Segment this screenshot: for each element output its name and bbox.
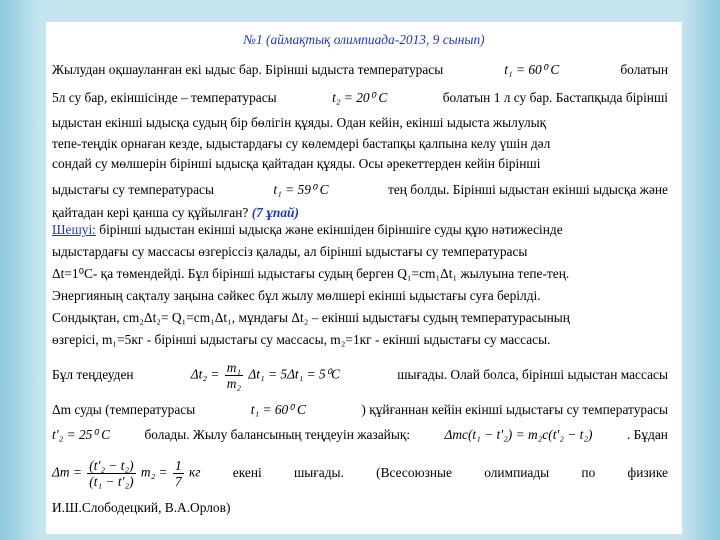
solution-line-2: ыдыстардағы су массасы өзгеріссіз қалады, ал бірінші ыдыстағы су температурасы: [52, 244, 528, 259]
solution-line-3: Δt=1⁰С- қа төмендейді. Бұл бірінші ыдыстағы судың берген Q₁=cm₁Δt₁ жылуына тепе-тең.: [52, 266, 570, 281]
problem-line-1: [52, 62, 668, 78]
formula-t2: t₂ = 20⁰ C: [332, 90, 388, 105]
solution-line-10: [52, 452, 668, 494]
formula-dm: [52, 458, 201, 489]
solution-line-7: [52, 355, 668, 395]
denominator: (t₁ − t'₂): [89, 473, 134, 489]
text: ыдыстағы су температурасы: [52, 182, 214, 197]
formula-part: Δm =: [52, 464, 82, 480]
fraction-one-seventh: [173, 458, 184, 489]
text: физике: [627, 465, 668, 480]
text: по: [581, 465, 596, 480]
text: тең болды. Бірінші ыдыстан екінші ыдысқа және: [387, 182, 668, 197]
solution-line-9: [52, 427, 668, 443]
problem-line-7: [52, 205, 668, 221]
text: (Всесоюзные: [376, 465, 452, 480]
problem-line-3: ыдыстан екінші ыдысқа судың бір бөлігін құяды. Одан кейін, екінші ыдыста жылулық: [52, 115, 547, 130]
text: . Бұдан: [626, 427, 668, 442]
solution-line-11: И.Ш.Слободецкий, В.А.Орлов): [52, 500, 231, 515]
numerator: m₁: [226, 359, 242, 375]
solution-line-6: өзгерісі, m₁=5кг - бірінші ыдыстағы су массасы, m₂=1кг - екінші ыдыстағы су массасы.: [52, 332, 551, 347]
problem-line-2: [52, 90, 668, 106]
numerator: (t'₂ − t₂): [89, 457, 134, 473]
text: Жылудан оқшауланған екі ыдыс бар. Бірінші ыдыста температурасы: [52, 62, 444, 77]
text: олимпиады: [484, 465, 550, 480]
formula-part: кг: [189, 464, 201, 480]
solution-line-4: Энергияның сақталу заңына сәйкес бұл жылу мөлшері екінші ыдыстағы суға берілді.: [52, 288, 541, 303]
problem-line-5: сондай су мөлшерін бірінші ыдысқа қайтадан құяды. Осы әрекеттерден кейін бірінші: [52, 156, 541, 171]
numerator: 1: [174, 457, 182, 473]
fraction-m1-m2: [225, 360, 243, 391]
text: Бұл теңдеуден: [52, 367, 134, 382]
problem-line-4: тепе-теңдік орнаған кезде, ыдыстардағы су көлемдері бастапқы қалпына келу үшін дәл: [52, 136, 551, 151]
formula-dt2: [191, 360, 340, 391]
text: болатын 1 л су бар. Бастапқыда бірінші: [442, 90, 668, 105]
text: 5л су бар, екіншісінде – температурасы: [52, 90, 277, 105]
slide: [46, 22, 682, 534]
text: бірінші ыдыстан екінші ыдысқа және екіншіден біріншіге суды құю нәтижесінде: [99, 222, 563, 237]
text: Δm суды (температурасы: [52, 402, 196, 417]
text: екені: [232, 465, 262, 480]
formula-part: Δt₁ = 5Δt₁ = 5⁰C: [248, 366, 341, 382]
denominator: 7: [174, 473, 182, 489]
formula-t1-final: t₁ = 59⁰ C: [273, 182, 329, 197]
formula-t2-prime: t'₂ = 25⁰ C: [52, 427, 111, 442]
text: болатын: [620, 62, 668, 77]
formula-heat-balance: Δmc(t₁ − t'₂) = m₂c(t'₂ − t₂): [444, 427, 593, 442]
solution-line-1: [52, 222, 668, 238]
formula-part: Δt₂ =: [190, 366, 220, 382]
problem-line-6: [52, 182, 668, 198]
formula-part: m₂ =: [140, 464, 168, 480]
text: шығады.: [294, 465, 344, 480]
text: шығады. Олай болса, бірінші ыдыстан массасы: [397, 367, 668, 382]
solution-line-8: [52, 402, 668, 418]
solution-line-5: Сондықтан, cm₂Δt₂= Q₁=cm₁Δt₁, мұндағы Δt₂ – екінші ыдыстағы судың температурасының: [52, 310, 570, 325]
question: қайтадан кері қанша су құйылған?: [52, 205, 249, 220]
fraction-temps: [87, 458, 135, 489]
page-title: №1 (аймақтық олимпиада-2013, 9 сынып): [243, 32, 485, 47]
formula-t1: t₁ = 60⁰ C: [504, 62, 560, 77]
text: болады. Жылу балансының теңдеуін жазайық:: [144, 427, 411, 442]
solution-label: Шешуі:: [52, 222, 96, 237]
denominator: m₂: [226, 375, 242, 391]
points-label: (7 ұпай): [251, 205, 299, 220]
text: ) құйғаннан кейін екінші ыдыстағы су температурасы: [361, 402, 668, 417]
formula-t1-again: t₁ = 60⁰ C: [250, 402, 306, 417]
